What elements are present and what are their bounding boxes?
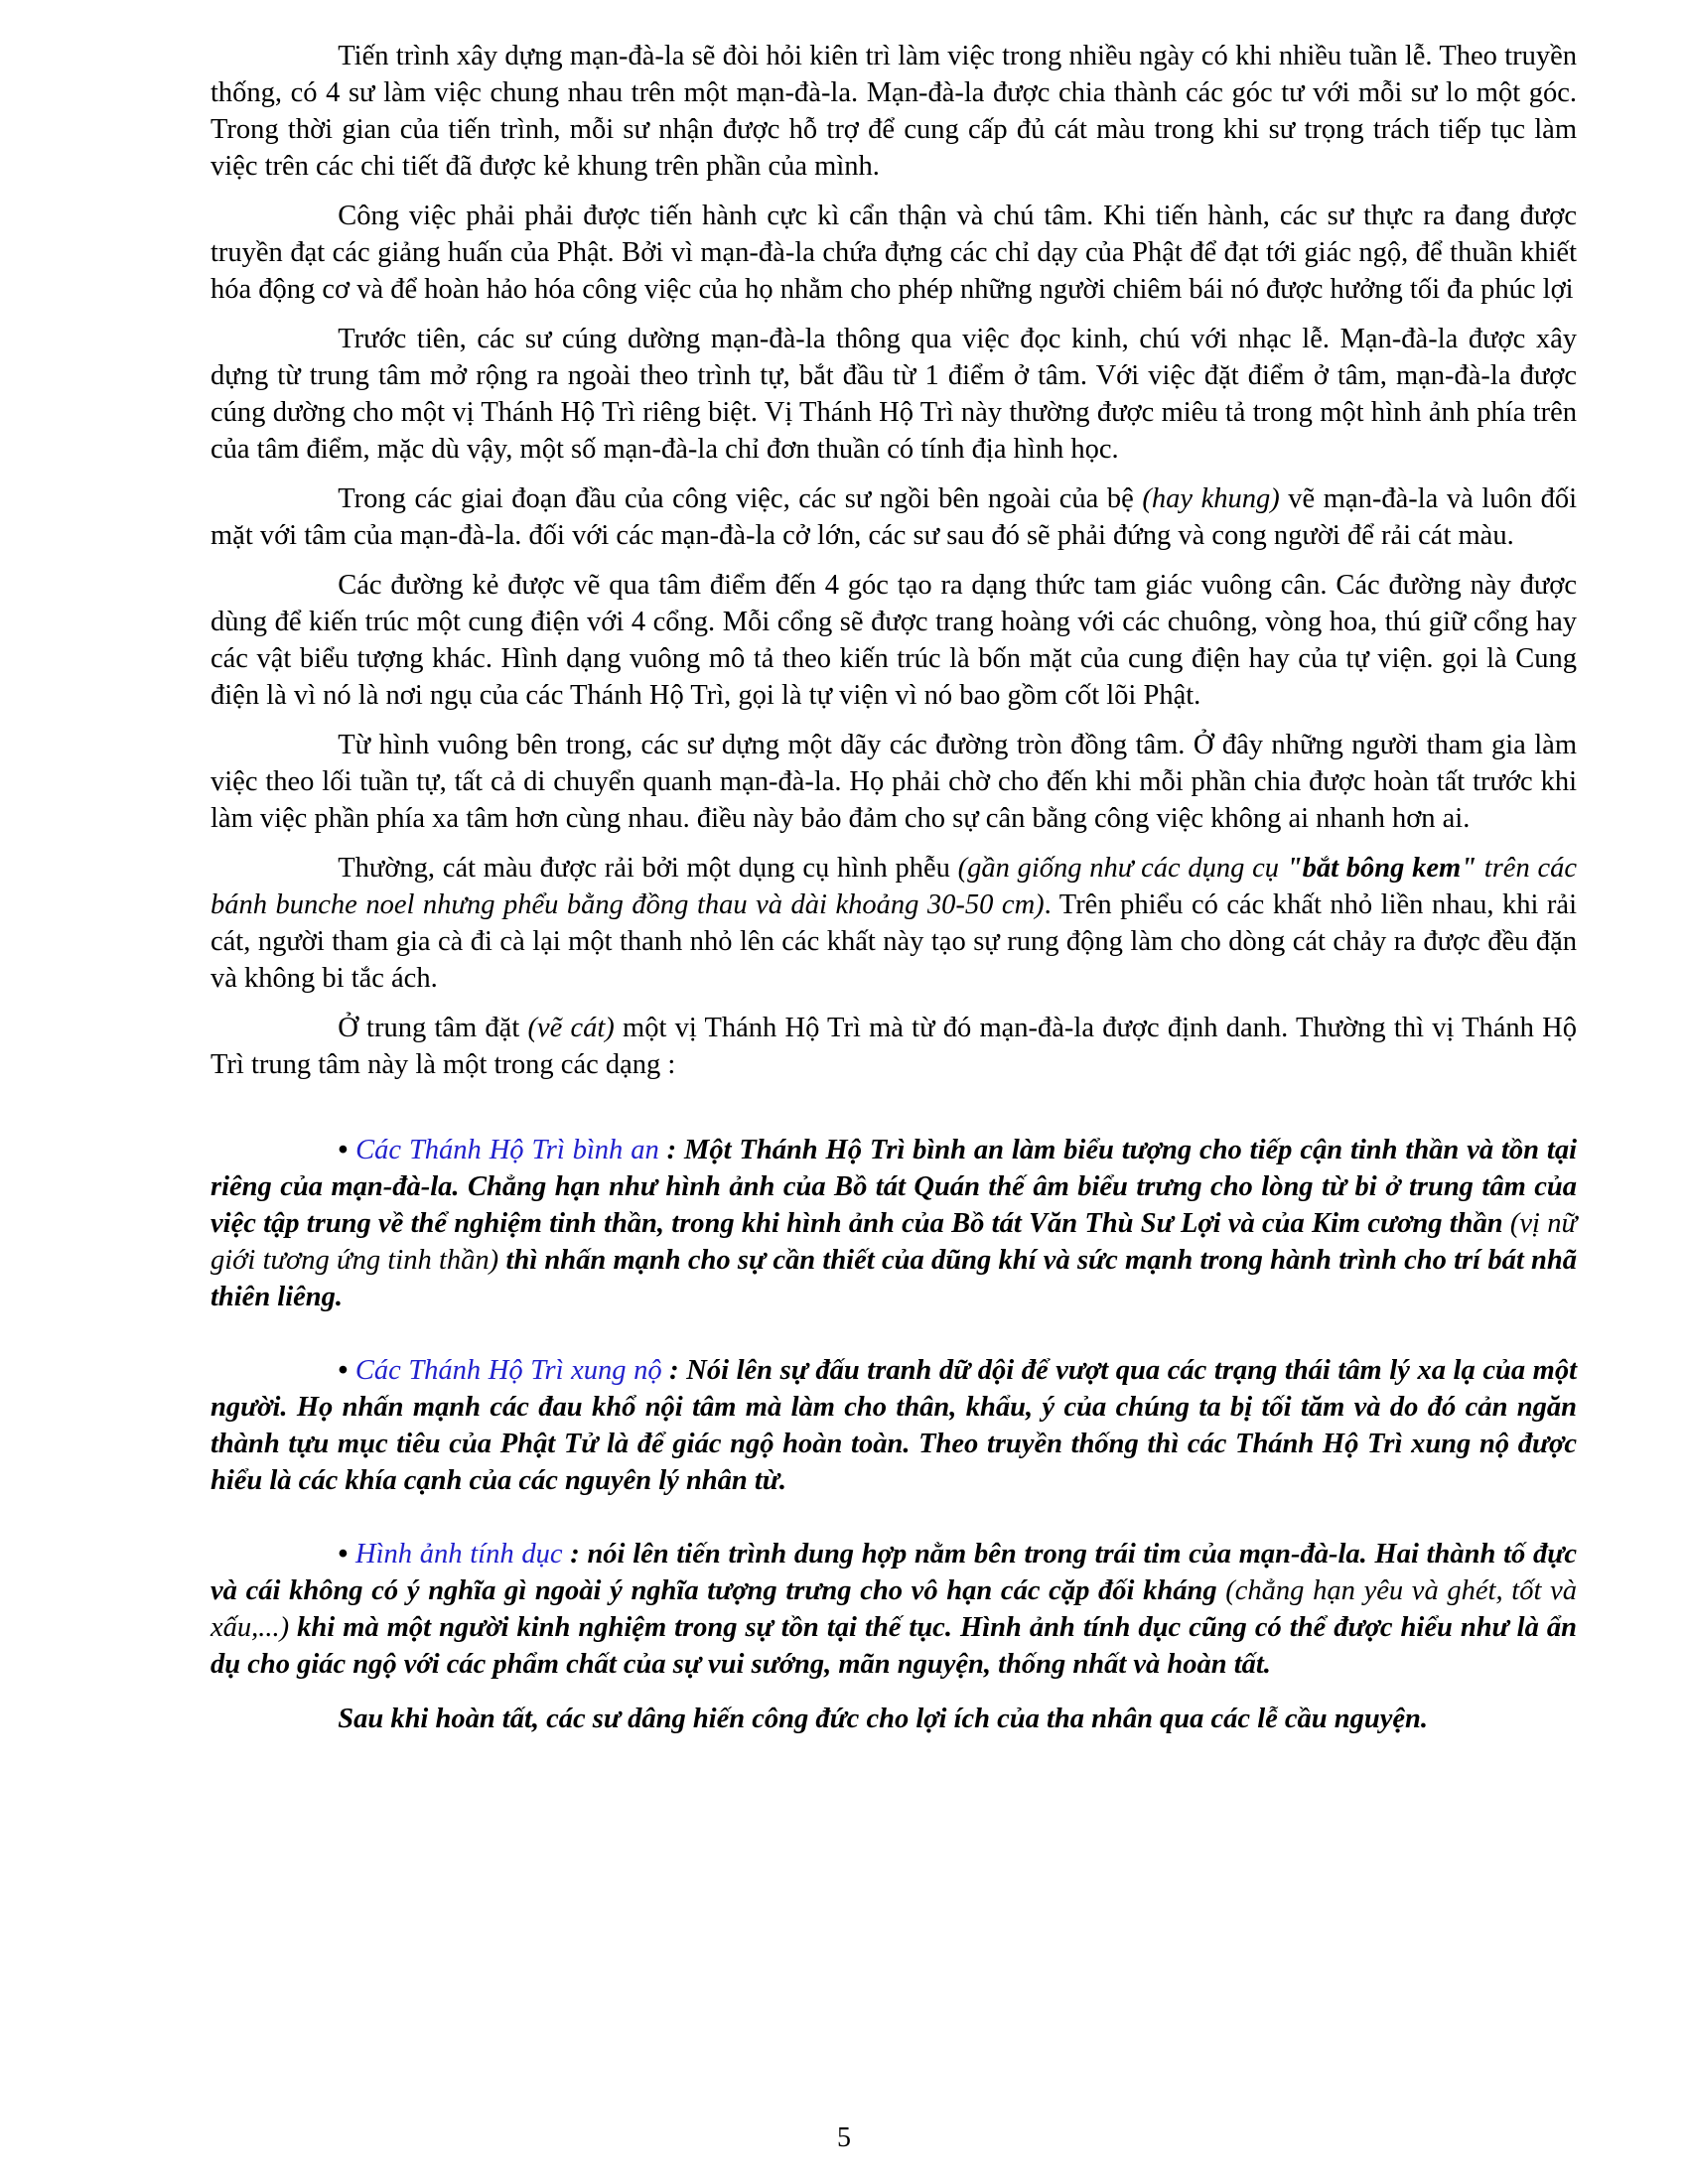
- bullet-sexual-imagery: [211, 1536, 1577, 1683]
- bullet-dot: •: [338, 1539, 355, 1570]
- paragraph-2: Công việc phải phải được tiến hành cực kì cẩn thận và chú tâm. Khi tiến hành, các sư thực ra đang được truyền đạt các giảng huấn của Phật. Bởi vì mạn-đà-la chứa đựng các chỉ dạy của Phật để đạt tới giác ngộ, để thuần khiết hóa động cơ và để hoàn hảo hóa công việc của họ nhằm cho phép những người chiêm bái nó được hưởng tối đa phúc lợi: [211, 201, 1577, 305]
- paragraph-3: Trước tiên, các sư cúng dường mạn-đà-la thông qua việc đọc kinh, chú với nhạc lễ. Mạn-đà-la được xây dựng từ trung tâm mở rộng ra ngoài theo trình tự, bắt đầu từ 1 điểm ở tâm. Với việc đặt điểm ở tâm, mạn-đà-la được cúng dường cho một vị Thánh Hộ Trì riêng biệt. Vị Thánh Hộ Trì này thường được miêu tả trong một hình ảnh phía trên của tâm điểm, mặc dù vậy, một số mạn-đà-la chỉ đơn thuần có tính địa hình học.: [211, 324, 1577, 465]
- bullet-peaceful-deities: [211, 1132, 1577, 1315]
- paragraph-8-text-a: Ở trung tâm đặt: [338, 1013, 528, 1043]
- bullet-3-text-c: khi mà một người kinh nghiệm trong sự tồn tại thế tục. Hình ảnh tính dục cũng có thể được hiểu như là ẩn dụ cho giác ngộ với các phẩm chất của sự vui sướng, mãn nguyện, thống nhất và hoàn tất.: [211, 1612, 1577, 1680]
- document-body: [211, 38, 1577, 1737]
- bullet-dot: •: [338, 1355, 355, 1386]
- bullet-3-italic-note: (chẳng hạn yêu và ghét, tốt và xấu,...): [211, 1575, 1577, 1643]
- paragraph-4: [211, 480, 1577, 554]
- spacer: [211, 1683, 1577, 1701]
- bullet-title-wrathful: Các Thánh Hộ Trì xung nộ: [354, 1355, 662, 1386]
- bullet-dot: •: [338, 1135, 356, 1165]
- spacer: [211, 1315, 1577, 1352]
- page-number: 5: [837, 2122, 851, 2153]
- paragraph-7-text-a: Thường, cát màu được rải bởi một dụng cụ hình phễu: [338, 853, 958, 884]
- paragraph-7-italic-a: (gần giống như các dụng cụ: [957, 853, 1287, 884]
- bullet-title-peaceful: Các Thánh Hộ Trì bình an: [355, 1135, 659, 1165]
- closing-paragraph: Sau khi hoàn tất, các sư dâng hiến công đức cho lợi ích của tha nhân qua các lễ cầu nguyện.: [338, 1704, 1429, 1734]
- bullet-wrathful-deities: [211, 1352, 1577, 1499]
- paragraph-4-text-c: vẽ mạn-đà-la và luôn đối mặt với tâm của mạn-đà-la. đối với các mạn-đà-la cở lớn, các sư sau đó sẽ phải đứng và cong người để rải cát màu.: [211, 483, 1578, 551]
- bullet-title-sexual-imagery: Hình ảnh tính dục: [354, 1539, 563, 1570]
- spacer: [211, 1096, 1577, 1132]
- paragraph-6: Từ hình vuông bên trong, các sư dựng một dãy các đường tròn đồng tâm. Ở đây những người tham gia làm việc theo lối tuần tự, tất cả di chuyển quanh mạn-đà-la. Họ phải chờ cho đến khi mỗi phần chia được hoàn tất trước khi làm việc phần phía xa tâm hơn cùng nhau. điều này bảo đảm cho sự cân bằng công việc không ai nhanh hơn ai.: [211, 730, 1577, 834]
- paragraph-7-italic-b: trên các bánh bunche noel nhưng phểu bằng đồng thau và dài khoảng 30-50 cm): [211, 853, 1578, 920]
- bullet-1-text-a: : Một Thánh Hộ Trì bình an làm biểu tượng cho tiếp cận tinh thần và tồn tại riêng của mạn-đà-la. Chẳng hạn như hình ảnh của Bồ tát Quán thế âm biểu trưng cho lòng từ bi ở trung tâm của việc tập trung về thể nghiệm tinh thần, trong khi hình ảnh của Bồ tát Văn Thù Sư Lợi và của Kim cương thần: [211, 1135, 1578, 1239]
- paragraph-7-bold-quote: "bắt bông kem": [1286, 853, 1477, 884]
- paragraph-8-italic: (vẽ cát): [527, 1013, 615, 1043]
- paragraph-1: Tiến trình xây dựng mạn-đà-la sẽ đòi hỏi kiên trì làm việc trong nhiều ngày có khi nhiều tuần lễ. Theo truyền thống, có 4 sư làm việc chung nhau trên một mạn-đà-la. Mạn-đà-la được chia thành các góc tư với mỗi sư lo một góc. Trong thời gian của tiến trình, mỗi sư nhận được hỗ trợ để cung cấp đủ cát màu trong khi sư trọng trách tiếp tục làm việc trên các chi tiết đã được kẻ khung trên phần của mình.: [211, 41, 1577, 182]
- bullet-1-text-c: thì nhấn mạnh cho sự cần thiết của dũng khí và sức mạnh trong hành trình cho trí bát nhã thiên liêng.: [211, 1245, 1577, 1312]
- paragraph-8: [211, 1010, 1577, 1083]
- bullet-3-text-a: : nói lên tiến trình dung hợp nằm bên trong trái tim của mạn-đà-la. Hai thành tố đực và cái không có ý nghĩa gì ngoài ý nghĩa tượng trưng cho vô hạn các cặp đối kháng: [211, 1539, 1577, 1606]
- paragraph-4-text-a: Trong các giai đoạn đầu của công việc, các sư ngồi bên ngoài của bệ: [338, 483, 1143, 514]
- paragraph-7-text-e: . Trên phiểu có các khất nhỏ liền nhau, khi rải cát, người tham gia cà đi cà lại một thanh nhỏ lên các khất này tạo sự rung động làm cho dòng cát chảy ra được đều đặn và không bi tắc ách.: [211, 889, 1577, 994]
- paragraph-5: Các đường kẻ được vẽ qua tâm điểm đến 4 góc tạo ra dạng thức tam giác vuông cân. Các đường này được dùng để kiến trúc một cung điện với 4 cổng. Mỗi cổng sẽ được trang hoàng với các chuông, vòng hoa, thú giữ cổng hay các vật biểu tượng khác. Hình dạng vuông mô tả theo kiến trúc là bốn mặt của cung điện hay của tự viện. gọi là Cung điện là vì nó là nơi ngụ của các Thánh Hộ Trì, gọi là tự viện vì nó bao gồm cốt lõi Phật.: [211, 570, 1577, 711]
- paragraph-7: [211, 850, 1577, 997]
- paragraph-8-text-c: một vị Thánh Hộ Trì mà từ đó mạn-đà-la được định danh. Thường thì vị Thánh Hộ Trì trung tâm này là một trong các dạng :: [211, 1013, 1577, 1080]
- paragraph-4-italic: (hay khung): [1142, 483, 1280, 514]
- bullet-1-italic-note: (vị nữ giới tương ứng tinh thần): [211, 1208, 1577, 1276]
- bullet-2-text-a: : Nói lên sự đấu tranh dữ dội để vượt qua các trạng thái tâm lý xa lạ của một người. Họ nhấn mạnh các đau khổ nội tâm mà làm cho thân, khẩu, ý của chúng ta bị tối tăm và do đó cản ngăn thành tựu mục tiêu của Phật Tử là để giác ngộ hoàn toàn. Theo truyền thống thì các Thánh Hộ Trì xung nộ được hiểu là các khía cạnh của các nguyên lý nhân từ.: [211, 1355, 1577, 1496]
- spacer: [211, 1499, 1577, 1536]
